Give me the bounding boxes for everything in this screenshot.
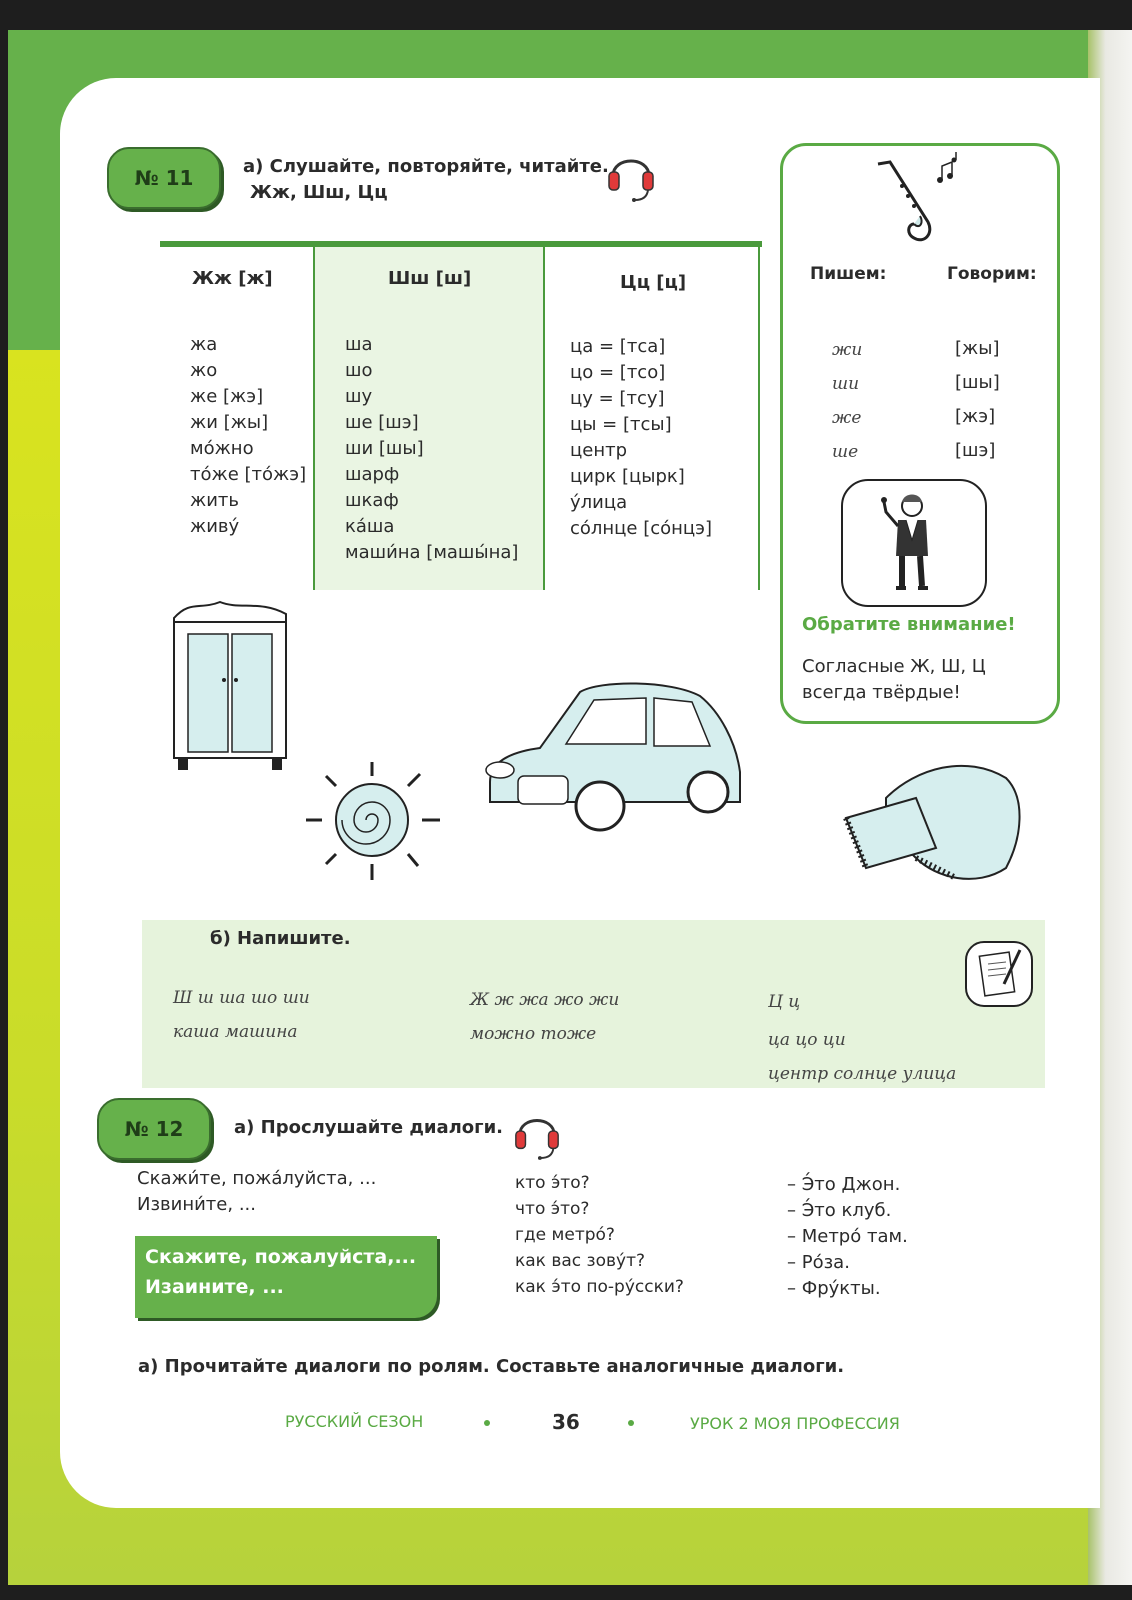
list-item: маши́на [машы́на] [345, 542, 519, 563]
list-item: шу [345, 386, 373, 407]
list-item: – Метрó там. [787, 1226, 908, 1247]
pair-spoken: [жы] [955, 338, 1000, 359]
phrase-excuse-please: Скажи́те, пожáлуйста, ... [137, 1168, 377, 1189]
cursive-line: можно тоже [470, 1024, 597, 1044]
attention-note-line-2: всегда твёрдые! [802, 682, 961, 703]
wardrobe-illustration [160, 598, 300, 774]
list-item: шо [345, 360, 373, 381]
list-item: кáша [345, 516, 395, 537]
list-item: тóже [тóжэ] [190, 464, 307, 485]
pair-spoken: [шэ] [955, 440, 996, 461]
list-item: центр [570, 440, 628, 461]
pair-written: ши [832, 374, 860, 394]
list-item: жить [190, 490, 240, 511]
phrase-highlight-line: Изаините, ... [145, 1276, 284, 1298]
col-head-sh: Шш [ш] [388, 268, 472, 289]
page-number: 36 [552, 1410, 580, 1434]
pair-spoken: [шы] [955, 372, 1000, 393]
list-item: ши [шы] [345, 438, 424, 459]
exercise-11-title: а) Слушайте, повторяйте, читайте. [243, 156, 609, 177]
list-item: цирк [цырк] [570, 466, 685, 487]
list-item: ше [шэ] [345, 412, 419, 433]
write-label: Пишем: [810, 264, 887, 284]
footer-dot [484, 1420, 490, 1426]
list-item: цы = [тсы] [570, 414, 672, 435]
list-item: где метрó? [515, 1225, 615, 1245]
list-item: ца = [тса] [570, 336, 666, 357]
list-item: что э́то? [515, 1199, 590, 1219]
col-head-ts: Цц [ц] [620, 272, 687, 293]
list-item: жо [190, 360, 218, 381]
answer-list [787, 1172, 908, 1302]
list-item: шкаф [345, 490, 399, 511]
list-item: цу = [тсу] [570, 388, 665, 409]
list-item: – Фрýкты. [787, 1278, 881, 1299]
list-item: как вас зовýт? [515, 1251, 645, 1271]
col-head-zh: Жж [ж] [192, 268, 273, 289]
saxophone-icon [868, 152, 968, 252]
scarf-illustration [826, 748, 1036, 898]
word-list-zh [190, 332, 306, 540]
exercise-12-title: а) Прослушайте диалоги. [234, 1117, 504, 1138]
list-item: – Э́то Джон. [787, 1174, 901, 1195]
footer-book-title: РУССКИЙ СЕЗОН [285, 1412, 424, 1431]
attention-title: Обратите внимание! [802, 614, 1016, 635]
word-list-sh [345, 332, 518, 566]
list-item: ша [345, 334, 373, 355]
list-item: живý [190, 516, 240, 537]
footer-lesson-title: УРОК 2 МОЯ ПРОФЕССИЯ [690, 1414, 900, 1433]
list-item: шарф [345, 464, 400, 485]
cursive-line: центр солнце улица [768, 1064, 957, 1084]
pair-written: ше [832, 442, 859, 462]
exercise-12-badge: № 12 [97, 1098, 211, 1160]
phrase-highlight-box [135, 1236, 437, 1318]
footer-dot [628, 1420, 634, 1426]
car-illustration [470, 672, 750, 842]
exercise-11-badge: № 11 [107, 147, 221, 209]
list-item: – Рóза. [787, 1252, 850, 1273]
pair-spoken: [жэ] [955, 406, 996, 427]
list-item: сóлнце [сóнцэ] [570, 518, 713, 539]
list-item: кто э́то? [515, 1173, 590, 1193]
cursive-line: Ц ц [768, 992, 801, 1012]
list-item: – Э́то клуб. [787, 1200, 892, 1221]
phrase-highlight-line: Скажите, пожалуйста,... [145, 1246, 417, 1268]
list-item: жа [190, 334, 218, 355]
cursive-line: каша машина [173, 1022, 298, 1042]
list-item: как э́то по-рýсски? [515, 1277, 684, 1297]
list-item: ýлица [570, 492, 628, 513]
pair-written: же [832, 408, 862, 428]
cursive-line: Ш ш ша шо ши [173, 988, 310, 1008]
phrase-sorry: Извини́те, ... [137, 1194, 256, 1215]
cursive-line: ца цо ци [768, 1030, 846, 1050]
exercise-11-letters: Жж, Шш, Цц [250, 182, 388, 203]
say-label: Говорим: [947, 264, 1037, 284]
attention-note-line-1: Согласные Ж, Ш, Ц [802, 656, 986, 677]
word-list-ts [570, 334, 712, 542]
question-list [515, 1170, 684, 1300]
list-item: мóжно [190, 438, 254, 459]
notebook-pen-icon [964, 940, 1034, 1008]
list-item: цо = [тсо] [570, 362, 666, 383]
cursive-line: Ж ж жа жо жи [470, 990, 620, 1010]
list-item: же [жэ] [190, 386, 264, 407]
singer-icon [840, 478, 988, 608]
headphones-icon [512, 1106, 562, 1160]
headphones-icon [605, 146, 657, 202]
list-item: жи [жы] [190, 412, 269, 433]
exercise-12-task: а) Прочитайте диалоги по ролям. Составьте аналогичные диалоги. [138, 1356, 845, 1377]
pair-written: жи [832, 340, 863, 360]
sun-illustration [296, 756, 452, 888]
write-title: б) Напишите. [210, 928, 351, 949]
table-right-rule [758, 247, 760, 590]
